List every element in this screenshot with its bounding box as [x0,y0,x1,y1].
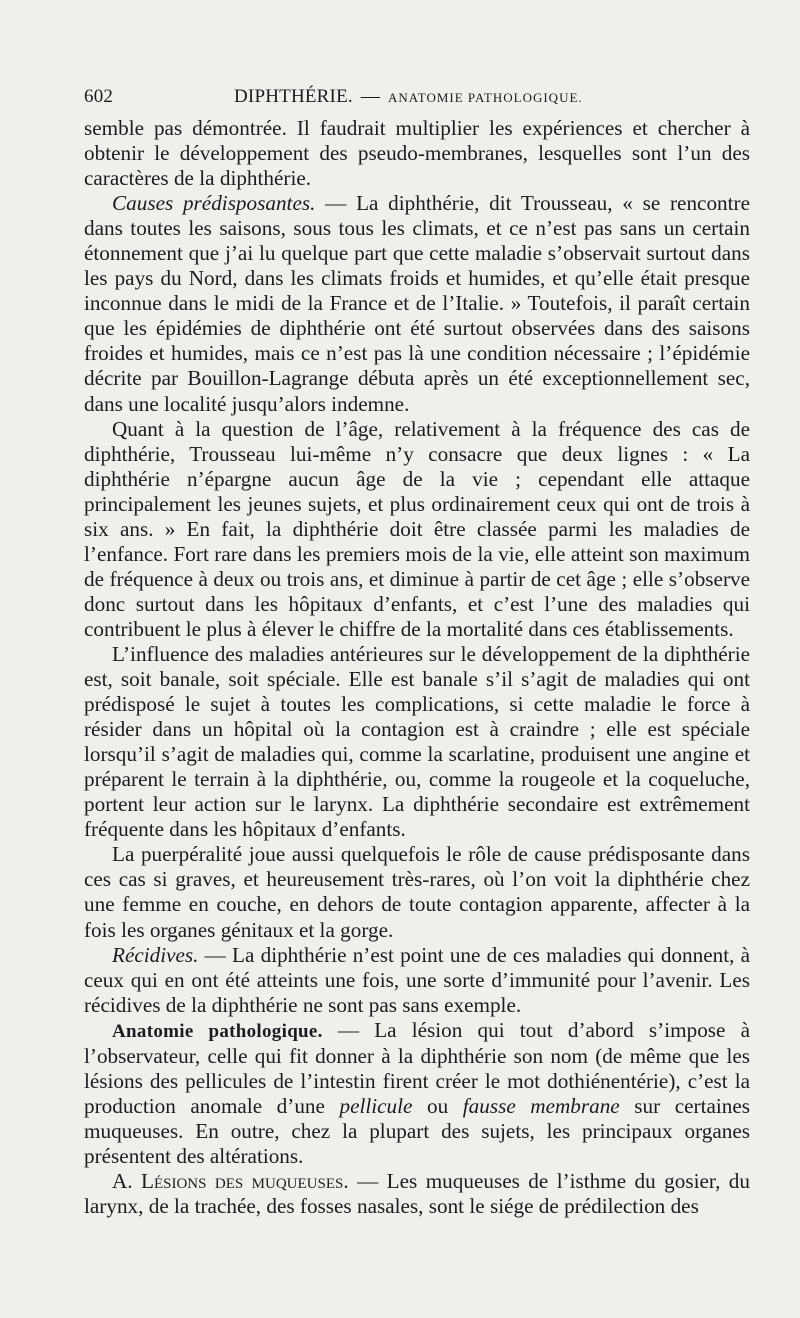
paragraph-text: Quant à la question de l’âge, relativement à la fréquence des cas de diphthérie, Trousseau lui-même n’y consacre que deux lignes : « La diphthérie n’épargne aucun âge de la vie ; cependant elle attaque principalement les jeunes sujets, et plus ordinairement ceux qui ont de trois à six ans. » En fait, la diphthérie doit être classée parmi les maladies de l’enfance. Fort rare dans les premiers mois de la vie, elle atteint son maximum de fréquence à deux ou trois ans, et diminue à partir de cet âge ; elle s’observe donc surtout dans les hôpitaux d’enfants, et c’est l’une des maladies qui contribuent le plus à élever le chiffre de la mortalité dans ces établissements. [84,416,750,641]
paragraph-text: semble pas démontrée. Il faudrait multiplier les expériences et chercher à obtenir le développement des pseudo-membranes, lesquelles sont l’un des caractères de la diphthérie. [84,116,750,191]
running-title-dash: — [360,86,381,107]
paragraph-recidives [84,943,750,1018]
paragraph-anatomie-pathologique [84,1018,750,1169]
paragraph-maladies-anterieures [84,642,750,842]
running-title: DIPHTHÉRIE. [234,86,353,107]
paragraph-text: sur certaines muqueuses. En outre, chez la plupart des sujets, les principaux organes présentent des altérations. [84,1093,751,1168]
section-label-lesions: A. Lésions des muqueuses. [112,1168,349,1193]
paragraph-causes-predisposantes [84,191,750,416]
paragraph-text: ou [412,1093,463,1118]
running-subtitle: ANATOMIE PATHOLOGIQUE. [388,90,583,105]
section-label-causes: Causes prédisposantes. [112,191,316,216]
section-heading-anatomie: Anatomie pathologique. [112,1020,323,1042]
term-fausse-membrane: fausse membrane [462,1093,620,1118]
paragraph-text: — La diphthérie, dit Trousseau, « se rencontre dans toutes les saisons, sous tous les climats, et ce n’est pas sans un certain étonnement que j’ai lu quelque part que cette maladie s’observait surtout dans les pays du Nord, dans les climats froids et humides, et qu’elle était presque inconnue dans le midi de la France et de l’Italie. » Toutefois, il paraît certain que les épidémies de diphthérie ont été surtout observées dans des saisons froides et humides, mais ce n’est pas là une condition nécessaire ; l’épidémie décrite par Bouillon-Lagrange débuta après un été exceptionnellement sec, dans une localité jusqu’alors indemne. [84,191,750,416]
paragraph-text: L’influence des maladies antérieures sur le développement de la diphthérie est, soit banale, soit spéciale. Elle est banale s’il s’agit de maladies qui ont prédisposé le sujet à toutes les complications, si cette maladie le force à résider dans un hôpital où la contagion est à craindre ; elle est spéciale lorsqu’il s’agit de maladies qui, comme la scarlatine, produisent une angine et préparent le terrain à la diphthérie, ou, comme la rougeole et la coqueluche, portent leur action sur le larynx. La diphthérie secondaire est extrêmement fréquente dans les hôpitaux d’enfants. [84,641,750,842]
page-body [84,116,750,1219]
paragraph-age [84,417,750,642]
running-head [84,86,750,116]
page-number: 602 [84,86,114,107]
paragraph-puerperalite [84,842,750,942]
paragraph-continuation [84,116,750,191]
section-label-recidives: Récidives. [112,942,199,967]
paragraph-text: — Les muqueuses de l’isthme du gosier, du larynx, de la trachée, des fosses nasales, sont le siége de prédilection des [84,1168,750,1219]
paragraph-text: — La lésion qui tout d’abord s’impose à l’observateur, celle qui fit donner à la diphthérie son nom (de même que les lésions des pellicules de l’intestin firent créer le mot dothiénentérie), c’est la production anomale d’une [84,1017,751,1118]
term-pellicule: pellicule [339,1093,413,1118]
paragraph-text: — La diphthérie n’est point une de ces maladies qui donnent, à ceux qui en ont été atteints une fois, une sorte d’immunité pour l’avenir. Les récidives de la diphthérie ne sont pas sans exemple. [84,942,750,1017]
paragraph-text: La puerpéralité joue aussi quelquefois le rôle de cause prédisposante dans ces cas si graves, et heureusement très-rares, où l’on voit la diphthérie chez une femme en couche, en dehors de toute contagion apparente, affecter à la fois les organes génitaux et la gorge. [84,842,750,942]
paragraph-lesions-muqueuses [84,1169,750,1219]
